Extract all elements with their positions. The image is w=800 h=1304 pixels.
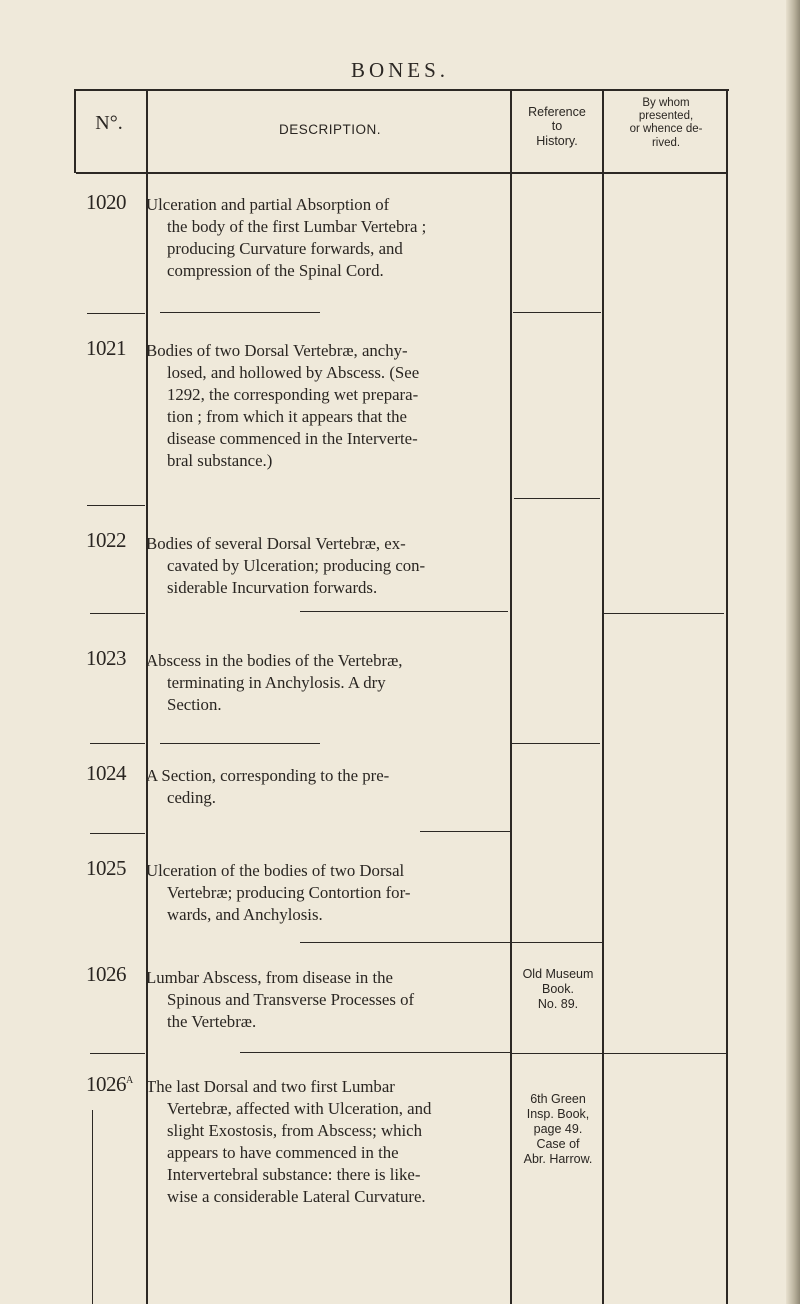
specimen-description: Bodies of several Dorsal Vertebræ, ex- cavated by Ulceration; producing con- siderable Incurvation forwards. [146, 534, 426, 597]
header-by-whom: By whom presented, or whence de- rived. [629, 97, 703, 149]
specimen-number: 1021 [86, 336, 126, 360]
specimen-description: Bodies of two Dorsal Vertebræ, anchy- losed, and hollowed by Abscess. (See 1292, the corresponding wet prepara- tion ; from which it appears that the disease commenced in the Interverte- bral substance.) [146, 341, 420, 470]
specimen-number: 1022 [86, 528, 126, 552]
specimen-description: The last Dorsal and two first Lumbar Vertebræ, affected with Ulceration, and slight Exostosis, from Abscess; which appears to have commenced in the Intervertebral substance: there is like- wise a considerable Lateral Curvature. [146, 1077, 432, 1206]
reference-to-history: Old Museum Book. No. 89. [522, 967, 594, 1011]
specimen-number: $1026^A$ [86, 1072, 133, 1096]
running-title: BONES. [350, 58, 450, 82]
specimen-description: Abscess in the bodies of the Vertebræ, terminating in Anchylosis. A dry Section. [146, 651, 403, 714]
specimen-description: Ulceration and partial Absorption of the body of the first Lumbar Vertebra ; producing Curvature forwards, and compression of the Spinal Cord. [146, 195, 427, 280]
reference-to-history: 6th Green Insp. Book, page 49. Case of Abr. Harrow. [523, 1092, 593, 1166]
header-reference: Reference to History. [528, 105, 586, 148]
specimen-number: 1025 [86, 856, 126, 880]
specimen-number: 1026 [86, 962, 126, 986]
specimen-description: Lumbar Abscess, from disease in the Spinous and Transverse Processes of the Vertebræ. [146, 968, 415, 1031]
specimen-description: A Section, corresponding to the pre- ceding. [146, 766, 390, 807]
header-number: N°. [95, 112, 123, 134]
specimen-description: Ulceration of the bodies of two Dorsal Vertebræ; producing Contortion for- wards, and Anchylosis. [146, 861, 411, 924]
specimen-number: 1024 [86, 761, 126, 785]
header-description: DESCRIPTION. [278, 122, 381, 137]
page-edge [786, 0, 800, 1304]
specimen-number: 1020 [86, 190, 126, 214]
specimen-number: 1023 [86, 646, 126, 670]
